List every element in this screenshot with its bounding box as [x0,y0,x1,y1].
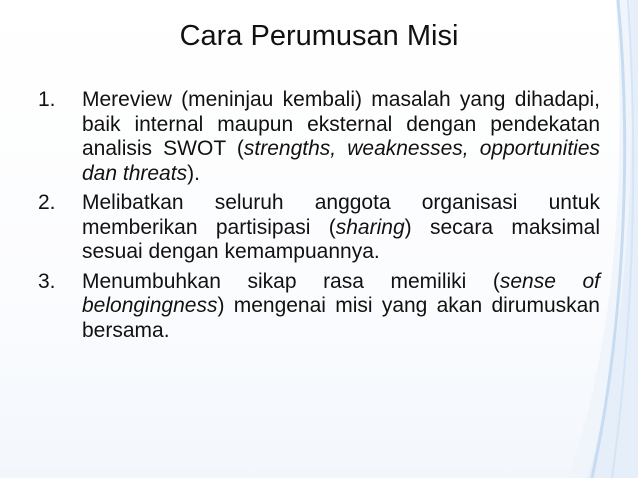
item-text: Mereview (meninjau kembali) masalah yang dihadapi, baik internal maupun eksternal dengan pendekatan analisis SWOT ( [82,88,600,160]
item-text-italic: sharing [335,215,405,239]
item-text-italic: sense of belongingness [82,269,600,317]
list-item [38,270,600,344]
item-number: 1. [38,88,56,111]
mission-steps-list [38,88,600,348]
item-text: ) mengenai misi yang akan dirumuskan bersama. [82,294,600,342]
item-text: Menumbuhkan sikap rasa memiliki ( [82,269,500,293]
slide-title: Cara Perumusan Misi [179,20,459,52]
item-number: 3. [38,269,56,293]
list-item [38,88,600,186]
item-text-italic: strengths, weaknesses, opportunities dan threats [82,137,600,185]
item-text: ) secara maksimal sesuai dengan kemampuannya. [82,215,601,263]
item-text: ). [187,161,200,185]
item-text: Melibatkan seluruh anggota organisasi untuk memberikan partisipasi ( [82,191,600,239]
list-item [38,191,600,265]
item-number: 2. [38,191,56,214]
